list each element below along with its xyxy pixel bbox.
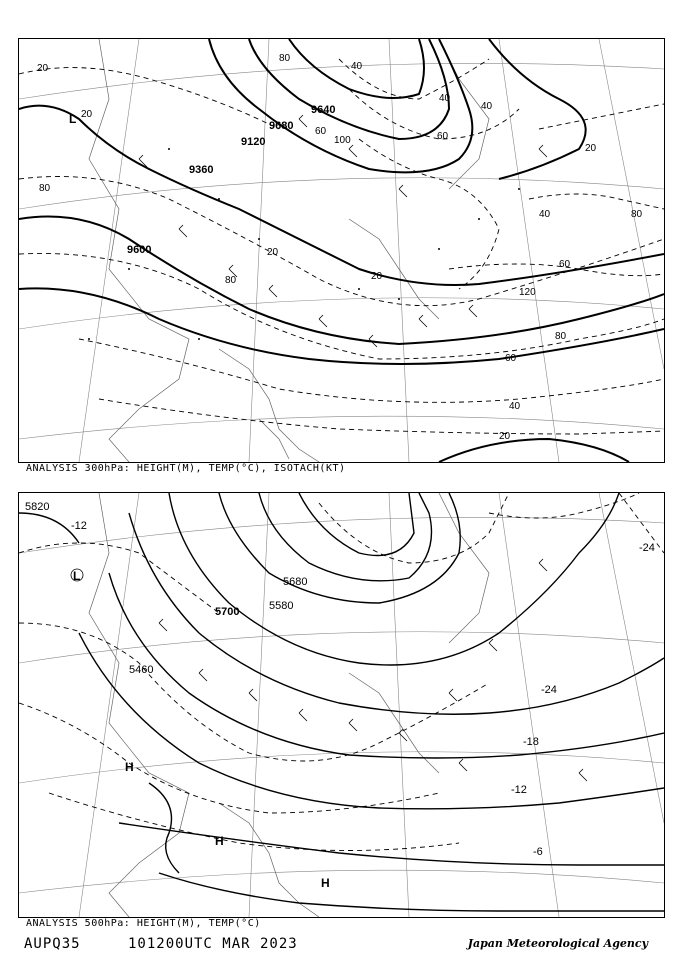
valid-time: 101200UTC MAR 2023 (128, 936, 298, 952)
low-center-label: L (73, 569, 81, 583)
isotach-label: 80 (279, 53, 291, 64)
isotach-label: 40 (509, 401, 521, 412)
height-contours (19, 39, 664, 462)
temp-label: -12 (511, 784, 527, 796)
isotach-label: 60 (437, 131, 449, 142)
caption-300hpa: ANALYSIS 300hPa: HEIGHT(M), TEMP(°C), ISOTACH(KT) (26, 463, 346, 474)
height-labels (127, 104, 335, 256)
agency-credit: Japan Meteorological Agency (467, 937, 648, 950)
isotach-label: 20 (81, 109, 93, 120)
isotach-label: 80 (225, 275, 237, 286)
isotach-label: 60 (559, 259, 571, 270)
height-contours (19, 493, 664, 911)
isotach-label: 40 (439, 93, 451, 104)
height-label: 5700 (215, 606, 240, 618)
high-center-label: H (215, 834, 224, 848)
isotach-label: 40 (539, 209, 551, 220)
isotach-label: 60 (315, 126, 327, 137)
height-labels (25, 501, 307, 676)
isotherms (19, 493, 664, 851)
isotach-label: 100 (334, 135, 351, 146)
isotach-label: 60 (505, 353, 517, 364)
coastline (89, 493, 489, 917)
chart-code: AUPQ35 (24, 936, 81, 952)
high-center-label: H (125, 760, 134, 774)
wind-barbs (139, 115, 547, 347)
caption-500hpa: ANALYSIS 500hPa: HEIGHT(M), TEMP(°C) (26, 918, 261, 929)
high-center-label: H (321, 876, 330, 890)
height-label: 5820 (25, 501, 50, 513)
height-label: 9360 (189, 164, 214, 176)
isotach-label: 20 (267, 247, 279, 258)
temp-label: -12 (71, 520, 87, 532)
temp-label: -24 (639, 542, 655, 554)
isotach-label: 40 (481, 101, 493, 112)
isotach-label: 40 (351, 61, 363, 72)
temp-label: -6 (533, 846, 543, 858)
isotach-label: 20 (37, 63, 49, 74)
isotach-label: 80 (555, 331, 567, 342)
height-label: 9600 (127, 244, 152, 256)
height-label: 5580 (269, 600, 294, 612)
low-center-label: L (69, 112, 77, 126)
isotach-label: 20 (585, 143, 597, 154)
temp-label: -18 (523, 736, 539, 748)
low-center-marker (71, 569, 83, 583)
isotach-label: 80 (631, 209, 643, 220)
station-dots (88, 148, 520, 340)
chart-300hpa (18, 38, 665, 463)
high-center-labels (125, 760, 330, 890)
isotach-label: 20 (371, 271, 383, 282)
height-label: 9120 (241, 136, 266, 148)
map-500hpa (19, 493, 664, 917)
chart-500hpa (18, 492, 665, 918)
isotach-label: 20 (499, 431, 511, 442)
isotach-label: 120 (519, 287, 536, 298)
isotach-label: 80 (39, 183, 51, 194)
temp-label: -24 (541, 684, 557, 696)
height-label: 5460 (129, 664, 154, 676)
height-label: 9680 (269, 120, 294, 132)
graticule (19, 39, 664, 462)
height-label: 5680 (283, 576, 308, 588)
map-300hpa (19, 39, 664, 462)
isotachs (19, 59, 664, 434)
height-label: 9640 (311, 104, 336, 116)
